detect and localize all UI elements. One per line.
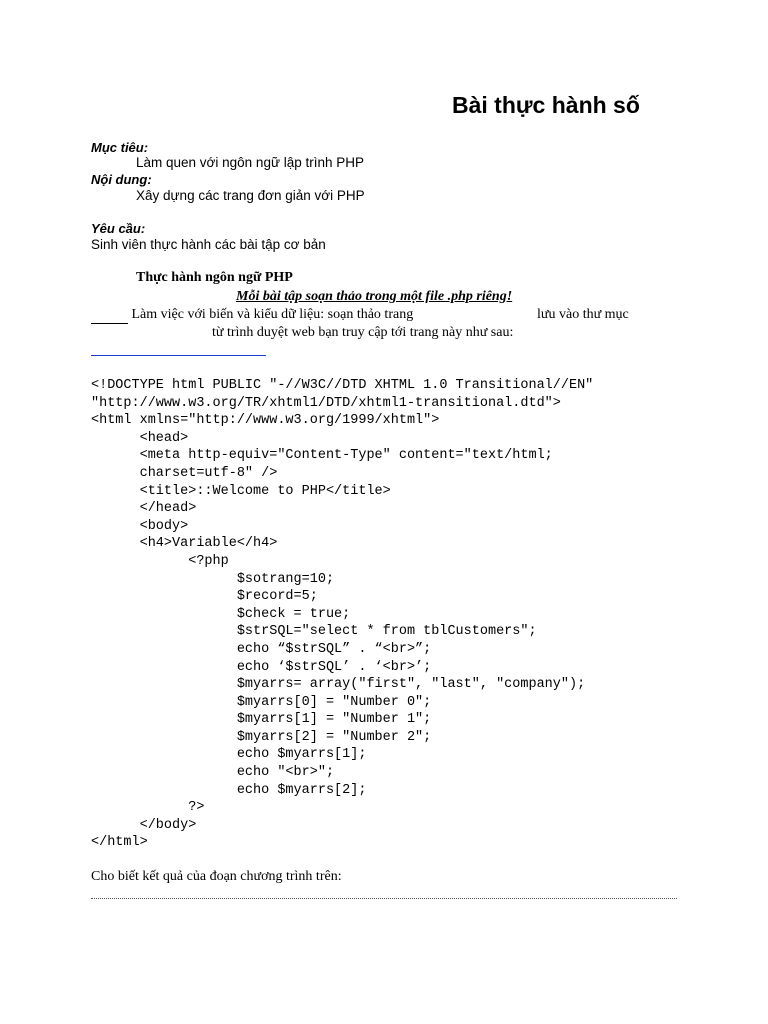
requirement-label: Yêu cầu: — [91, 221, 146, 236]
code-line: $strSQL="select * from tblCustomers"; — [91, 624, 537, 640]
code-line: </body> — [91, 817, 197, 833]
objective-text: Làm quen với ngôn ngữ lập trình PHP — [136, 155, 365, 170]
task-line-1 — [91, 307, 413, 324]
code-line: <meta http-equiv="Content-Type" content="text/html; — [91, 448, 553, 464]
code-line: <title>::Welcome to PHP</title> — [91, 483, 391, 499]
code-line: echo $myarrs[2]; — [91, 782, 367, 798]
code-line: $sotrang=10; — [91, 571, 335, 587]
practice-note: Mỗi bài tập soạn thảo trong một file .php riêng! — [236, 289, 513, 304]
objective-label: Mục tiêu: — [91, 140, 149, 155]
code-line: <head> — [91, 430, 189, 446]
code-line: <html xmlns="http://www.w3.org/1999/xhtml"> — [91, 413, 440, 429]
task-text-c: từ trình duyệt web bạn truy cập tới trang này như sau: — [212, 325, 514, 340]
code-line: charset=utf-8" /> — [91, 465, 278, 481]
code-line: $myarrs[2] = "Number 2"; — [91, 729, 432, 745]
code-line: echo ‘$strSQL’ . ‘<br>’; — [91, 659, 432, 675]
code-line: echo "<br>"; — [91, 765, 335, 781]
code-line: </html> — [91, 835, 148, 851]
code-line: <h4>Variable</h4> — [91, 536, 278, 552]
page-title: Bài thực hành số — [452, 92, 640, 118]
code-line: $myarrs= array("first", "last", "company"); — [91, 677, 586, 693]
content-label: Nội dung: — [91, 172, 152, 187]
content-text: Xây dựng các trang đơn giản với PHP — [136, 188, 365, 203]
code-line: <body> — [91, 518, 189, 534]
url-underline — [91, 355, 266, 356]
code-line: "http://www.w3.org/TR/xhtml1/DTD/xhtml1-transitional.dtd"> — [91, 395, 561, 411]
practice-title: Thực hành ngôn ngữ PHP — [136, 270, 293, 285]
code-line: </head> — [91, 501, 197, 517]
code-block — [91, 377, 593, 852]
code-line: $myarrs[0] = "Number 0"; — [91, 694, 432, 710]
code-line: ?> — [91, 800, 205, 816]
code-line: <?php — [91, 553, 229, 569]
answer-dotted-line — [91, 898, 677, 899]
question-text: Cho biết kết quả của đoạn chương trình trên: — [91, 869, 342, 884]
code-line: $check = true; — [91, 606, 351, 622]
code-line: <!DOCTYPE html PUBLIC "-//W3C//DTD XHTML 1.0 Transitional//EN" — [91, 378, 594, 393]
blank-line — [91, 307, 128, 324]
task-text-b: lưu vào thư mục — [537, 307, 629, 322]
code-line: $record=5; — [91, 589, 318, 605]
code-line: $myarrs[1] = "Number 1"; — [91, 712, 432, 728]
code-line: echo “$strSQL” . “<br>”; — [91, 641, 432, 657]
code-line: echo $myarrs[1]; — [91, 747, 367, 763]
task-text-a: Làm việc với biến và kiểu dữ liệu: soạn thảo trang — [131, 307, 414, 322]
requirement-text: Sinh viên thực hành các bài tập cơ bản — [91, 237, 326, 252]
